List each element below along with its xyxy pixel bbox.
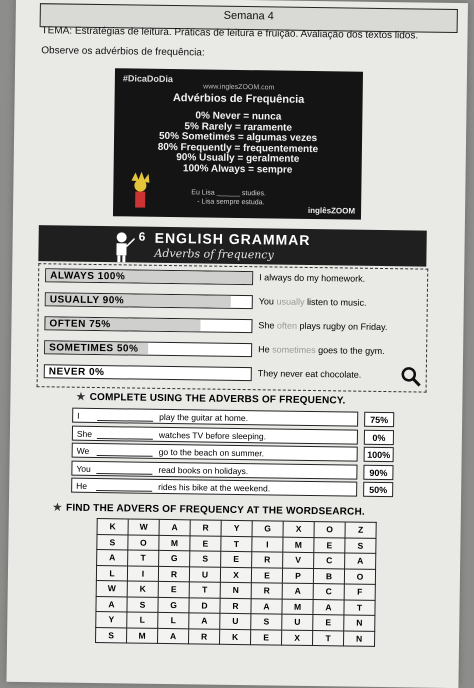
- sentence-rest: go to the beach on summer.: [159, 445, 265, 461]
- wordsearch-cell[interactable]: A: [159, 519, 190, 535]
- wordsearch-row: [96, 627, 375, 646]
- wordsearch-cell[interactable]: K: [97, 519, 128, 535]
- wordsearch-cell[interactable]: R: [190, 520, 221, 536]
- adverbs-examples-box: [37, 263, 429, 392]
- adverb-label-text: ALWAYS 100%: [50, 270, 125, 282]
- example-adverb: usually: [276, 297, 304, 307]
- wordsearch-cell[interactable]: E: [314, 537, 345, 553]
- wordsearch-cell[interactable]: R: [189, 628, 220, 644]
- adverb-label-text: NEVER 0%: [49, 366, 105, 378]
- sentence-box: [72, 443, 358, 462]
- sentence-subject: We: [77, 444, 90, 459]
- wordsearch-cell[interactable]: E: [250, 629, 281, 645]
- wordsearch-cell[interactable]: S: [345, 537, 376, 553]
- adverb-label: [45, 292, 253, 309]
- wordsearch-cell[interactable]: I: [127, 565, 158, 581]
- teacher-icon: [108, 230, 134, 262]
- poster-example-2: - Lisa sempre estuda.: [197, 198, 264, 206]
- wordsearch-cell[interactable]: L: [158, 612, 189, 628]
- wordsearch-cell[interactable]: K: [127, 581, 158, 597]
- percent-box: 0%: [364, 429, 394, 444]
- wordsearch-cell[interactable]: C: [314, 553, 345, 569]
- wordsearch-cell[interactable]: N: [220, 582, 251, 598]
- sentence-box: [71, 460, 357, 479]
- wordsearch-cell[interactable]: U: [189, 566, 220, 582]
- poster-line: 50% Sometimes = algumas vezes: [114, 131, 362, 145]
- adverb-label-text: USUALLY 90%: [50, 294, 125, 306]
- poster-logo: inglêsZOOM: [308, 206, 355, 216]
- wordsearch-cell[interactable]: X: [220, 567, 251, 583]
- english-grammar-banner: [38, 225, 426, 266]
- poster-line: 5% Rarely = raramente: [114, 121, 362, 135]
- wordsearch-cell[interactable]: A: [251, 598, 282, 614]
- wordsearch-cell[interactable]: A: [96, 596, 127, 612]
- poster-lines: [114, 110, 363, 176]
- wordsearch-cell[interactable]: A: [282, 583, 313, 599]
- wordsearch-cell[interactable]: F: [344, 584, 375, 600]
- poster-brand: #DicaDoDia: [123, 73, 173, 84]
- adverb-label: [45, 268, 253, 285]
- poster-line: 100% Always = sempre: [114, 163, 362, 177]
- wordsearch-cell[interactable]: K: [220, 629, 251, 645]
- wordsearch-title-text: FIND THE ADVERS OF FREQUENCY AT THE WORDSEARCH.: [66, 503, 365, 518]
- wordsearch-cell[interactable]: T: [189, 582, 220, 598]
- wordsearch-cell[interactable]: R: [220, 598, 251, 614]
- lisa-cartoon-icon: [127, 170, 154, 210]
- wordsearch-cell[interactable]: N: [343, 630, 374, 646]
- sentence-box: [72, 425, 358, 444]
- adverb-label: [44, 316, 252, 333]
- sentence-box: [72, 408, 358, 427]
- wordsearch-cell[interactable]: R: [158, 566, 189, 582]
- sentence-rest: read books on holidays.: [158, 462, 248, 478]
- wordsearch-cell[interactable]: A: [97, 550, 128, 566]
- example-text: listen to music.: [304, 297, 366, 308]
- instruction-text: Observe os advérbios de frequência:: [41, 45, 205, 58]
- wordsearch-cell[interactable]: L: [96, 565, 127, 581]
- wordsearch-cell[interactable]: V: [283, 552, 314, 568]
- wordsearch-cell[interactable]: A: [313, 599, 344, 615]
- poster-line: 90% Usually = geralmente: [114, 152, 362, 166]
- adverb-label-text: OFTEN 75%: [49, 318, 110, 330]
- wordsearch-cell[interactable]: U: [220, 613, 251, 629]
- sentence-subject: She: [77, 426, 92, 441]
- answer-blank[interactable]: [96, 473, 152, 475]
- wordsearch-cell[interactable]: S: [190, 551, 221, 567]
- complete-title-text: COMPLETE USING THE ADVERBS OF FREQUENCY.: [90, 392, 346, 407]
- wordsearch-cell[interactable]: X: [283, 521, 314, 537]
- wordsearch-cell[interactable]: E: [190, 535, 221, 551]
- wordsearch-cell[interactable]: E: [158, 581, 189, 597]
- wordsearch-cell[interactable]: O: [314, 522, 345, 538]
- example-adverb: often: [277, 321, 297, 331]
- wordsearch-cell[interactable]: T: [128, 550, 159, 566]
- adverb-example: [258, 320, 387, 332]
- complete-exercise: [71, 408, 402, 500]
- wordsearch-cell[interactable]: R: [251, 583, 282, 599]
- adverb-example: [259, 272, 365, 283]
- wordsearch-cell[interactable]: W: [128, 519, 159, 535]
- wordsearch-cell[interactable]: S: [96, 627, 127, 643]
- wordsearch-cell[interactable]: W: [96, 581, 127, 597]
- wordsearch-cell[interactable]: L: [127, 612, 158, 628]
- answer-blank[interactable]: [97, 420, 153, 422]
- example-text: I always do my homework.: [259, 272, 365, 283]
- sentence-box: [71, 478, 357, 497]
- wordsearch-cell[interactable]: S: [97, 534, 128, 550]
- example-text: She: [258, 320, 277, 330]
- wordsearch-section-title: [53, 502, 365, 517]
- poster-example-1: Eu Lisa ______ studies.: [191, 189, 266, 197]
- wordsearch-cell[interactable]: M: [127, 627, 158, 643]
- wordsearch-cell[interactable]: T: [344, 599, 375, 615]
- wordsearch-cell[interactable]: B: [313, 568, 344, 584]
- answer-blank[interactable]: [97, 438, 153, 440]
- percent-box: 90%: [363, 464, 393, 479]
- wordsearch-cell[interactable]: M: [283, 537, 314, 553]
- example-text: plays rugby on Friday.: [297, 321, 388, 332]
- example-adverb: sometimes: [272, 344, 316, 355]
- adverb-example: [258, 344, 385, 356]
- example-text: You: [259, 296, 277, 306]
- wordsearch-cell[interactable]: M: [159, 535, 190, 551]
- wordsearch-grid: [95, 518, 377, 647]
- adverb-label: [44, 340, 252, 357]
- wordsearch-cell[interactable]: S: [251, 614, 282, 630]
- poster-site: www.inglesZOOM.com: [115, 82, 363, 92]
- wordsearch-cell[interactable]: T: [221, 536, 252, 552]
- wordsearch-cell[interactable]: E: [313, 615, 344, 631]
- wordsearch-cell[interactable]: X: [281, 630, 312, 646]
- adverb-label: [44, 364, 252, 381]
- wordsearch-cell[interactable]: E: [251, 567, 282, 583]
- sentence-rest: play the guitar at home.: [159, 410, 248, 426]
- adverb-example: [259, 296, 367, 308]
- worksheet-page: [6, 0, 468, 688]
- poster-title: Advérbios de Frequência: [115, 91, 363, 106]
- wordsearch-cell[interactable]: T: [312, 630, 343, 646]
- wordsearch-cell[interactable]: E: [221, 551, 252, 567]
- example-text: goes to the gym.: [316, 345, 385, 356]
- exercise-row: [71, 478, 401, 500]
- percent-box: 50%: [363, 482, 393, 497]
- sentence-rest: rides his bike at the weekend.: [158, 480, 270, 497]
- adverb-label-text: SOMETIMES 50%: [49, 342, 138, 354]
- star-icon: ★: [53, 502, 62, 513]
- star-icon: ★: [76, 392, 85, 403]
- grammar-title: ENGLISH GRAMMAR: [155, 230, 311, 248]
- sentence-subject: He: [76, 479, 87, 494]
- wordsearch-cell[interactable]: Z: [345, 522, 376, 538]
- complete-section-title: [76, 392, 345, 407]
- wordsearch-cell[interactable]: Y: [221, 520, 252, 536]
- wordsearch-cell[interactable]: G: [252, 521, 283, 537]
- poster-line: 80% Frequently = frequentemente: [114, 142, 362, 156]
- wordsearch-cell[interactable]: M: [282, 599, 313, 615]
- example-text: He: [258, 344, 272, 354]
- grammar-subtitle: Adverbs of frequency: [154, 247, 273, 262]
- grammar-number: 6: [139, 230, 146, 244]
- wordsearch-cell[interactable]: A: [158, 628, 189, 644]
- wordsearch-cell[interactable]: R: [252, 552, 283, 568]
- sentence-subject: I: [77, 409, 80, 424]
- wordsearch-cell[interactable]: S: [127, 596, 158, 612]
- wordsearch-cell[interactable]: I: [252, 536, 283, 552]
- wordsearch-cell[interactable]: U: [282, 614, 313, 630]
- adverb-example: [258, 368, 362, 379]
- wordsearch-cell[interactable]: A: [345, 553, 376, 569]
- wordsearch-cell[interactable]: P: [282, 568, 313, 584]
- answer-blank[interactable]: [96, 490, 152, 492]
- wordsearch-cell[interactable]: Y: [96, 612, 127, 628]
- sentence-subject: You: [76, 461, 91, 476]
- sentence-rest: watches TV before sleeping.: [159, 427, 266, 443]
- wordsearch-cell[interactable]: O: [128, 534, 159, 550]
- wordsearch-cell[interactable]: C: [313, 584, 344, 600]
- wordsearch-cell[interactable]: O: [344, 568, 375, 584]
- wordsearch-cell[interactable]: A: [189, 613, 220, 629]
- percent-box: 75%: [364, 412, 394, 427]
- percent-box: 100%: [364, 447, 394, 462]
- wordsearch-cell[interactable]: D: [189, 597, 220, 613]
- poster-line: 0% Never = nunca: [114, 110, 362, 124]
- week-label: Semana 4: [41, 7, 457, 25]
- adverbs-poster: [113, 68, 363, 219]
- wordsearch-cell[interactable]: G: [158, 597, 189, 613]
- wordsearch-cell[interactable]: N: [344, 615, 375, 631]
- wordsearch-cell[interactable]: G: [159, 550, 190, 566]
- tema-text: TEMA: Estratégias de leitura. Práticas de leitura e fruição. Avaliação dos textos lidos.: [41, 25, 418, 41]
- answer-blank[interactable]: [97, 455, 153, 457]
- example-text: They never eat chocolate.: [258, 368, 362, 379]
- magnifier-icon: [400, 365, 422, 387]
